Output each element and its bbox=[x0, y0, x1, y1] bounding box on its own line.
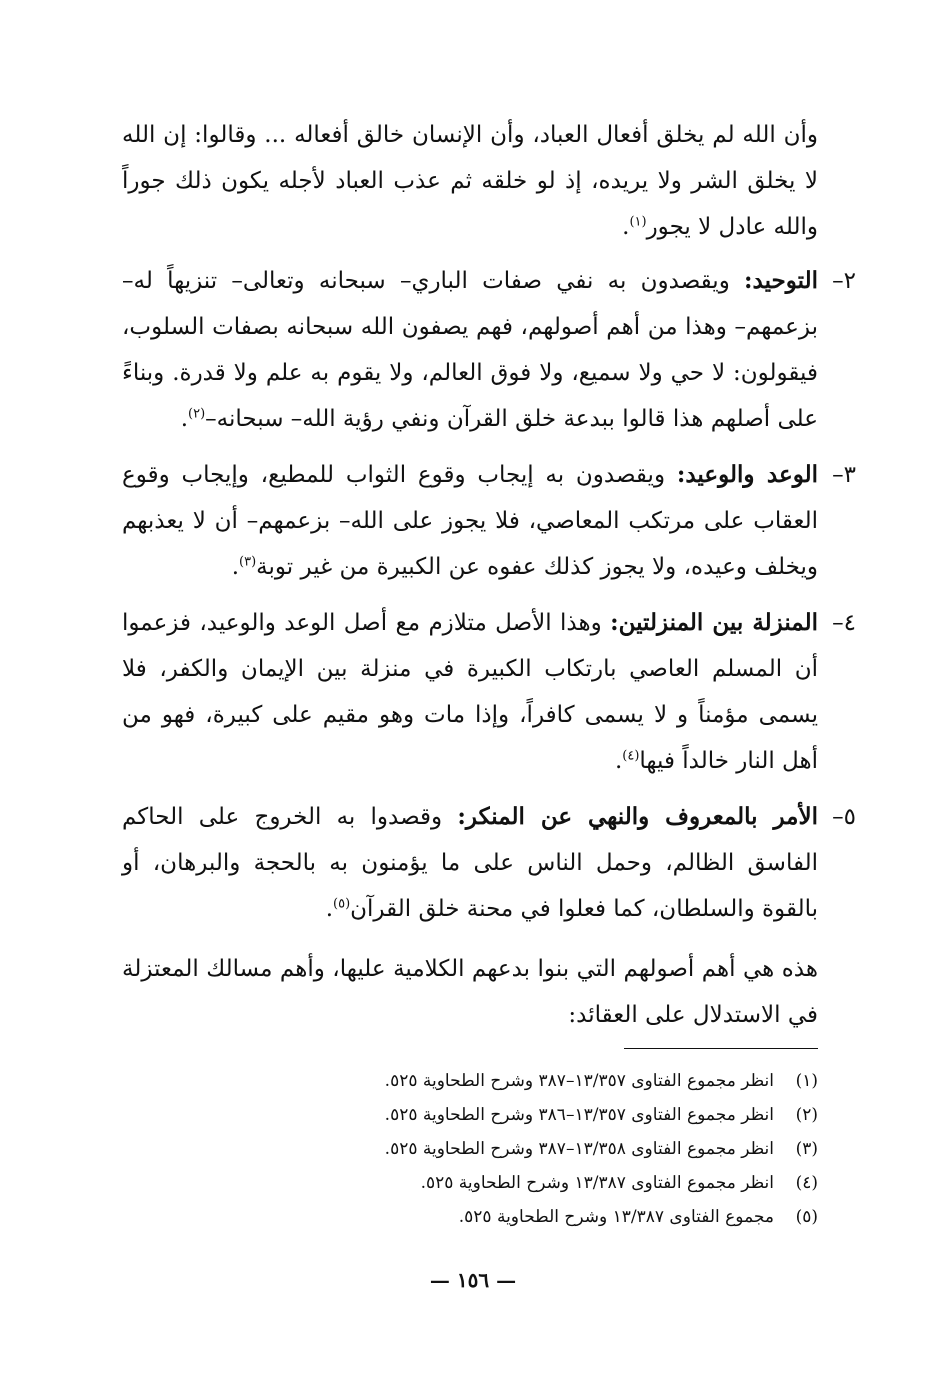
item-end: . bbox=[614, 748, 623, 774]
list-item bbox=[122, 600, 856, 784]
item-end: . bbox=[180, 406, 189, 432]
item-text: وهذا الأصل متلازم مع أصل الوعد والوعيد، فزعموا أن المسلم العاصي بارتكاب الكبيرة في منزلة بين الإيمان والكفر، فلا يسمى مؤمناً و لا يسمى كافراً، وإذا مات وهو مقيم على كبيرة، فهو من أهل النار خالداً فيها bbox=[122, 610, 818, 774]
intro-end: . bbox=[622, 214, 630, 240]
item-text: وقصدوا به الخروج على الحاكم الفاسق الظالم، وحمل الناس على ما يؤمنون به بالحجة والبرهان، أو بالقوة والسلطان، كما فعلوا في محنة خلق القرآن bbox=[122, 804, 818, 922]
item-text: ويقصدون به إيجاب وقوع الثواب للمطيع، وإيجاب وقوع العقاب على مرتكب المعاصي، فلا يجوز على الله– بزعمهم– أن لا يعذبهم ويخلف وعيده، ولا يجوز كذلك عفوه عن الكبيرة من غير توبة bbox=[122, 462, 818, 580]
closing-paragraph: هذه هي أهم أصولهم التي بنوا بدعهم الكلامية عليها، وأهم مسالك المعتزلة في الاستدلال على العقائد: bbox=[122, 956, 818, 1028]
item-number: ٤– bbox=[832, 610, 856, 636]
item-number: ٥– bbox=[832, 804, 856, 830]
footnote-separator bbox=[624, 1048, 818, 1049]
footnote-ref[interactable]: (٥) bbox=[333, 896, 351, 912]
item-term: المنزلة بين المنزلتين: bbox=[610, 609, 818, 636]
footnote-ref[interactable]: (٢) bbox=[188, 406, 206, 422]
item-text: ويقصدون به نفي صفات الباري– سبحانه وتعالى– تنزيهاً له– بزعمهم– وهذا من أهم أصولهم، فهم يصفون الله سبحانه بصفات السلوب، فيقولون: لا حي ولا سميع، ولا فوق العالم، ولا يقوم به علم ولا قدرة. وبناءً على أصلهم هذا قالوا ببدعة خلق القرآن ونفي رؤية الله– سبحانه– bbox=[122, 268, 818, 432]
intro-paragraph bbox=[122, 112, 818, 250]
footnote bbox=[385, 1200, 818, 1234]
footnote-text: انظر مجموع الفتاوى ١٣/٣٥٧–٣٨٧ وشرح الطحاوية ٥٢٥. bbox=[384, 1071, 774, 1091]
footnote-text: انظر مجموع الفتاوى ١٣/٣٥٨–٣٨٧ وشرح الطحاوية ٥٢٥. bbox=[384, 1139, 774, 1159]
footnote bbox=[385, 1166, 818, 1200]
footnote-number: (٥) bbox=[795, 1207, 818, 1227]
footnote-number: (٤) bbox=[795, 1173, 818, 1193]
footnotes bbox=[385, 1064, 818, 1234]
list-item bbox=[122, 794, 856, 932]
list-item bbox=[122, 452, 856, 590]
item-number: ٢– bbox=[832, 268, 856, 294]
list-item bbox=[122, 258, 856, 442]
footnote bbox=[385, 1064, 818, 1098]
main-text bbox=[122, 112, 856, 1038]
item-term: الوعد والوعيد: bbox=[676, 461, 819, 488]
footnote-number: (١) bbox=[795, 1071, 818, 1091]
intro-text: وأن الله لم يخلق أفعال العباد، وأن الإنسان خالق أفعاله ... وقالوا: إن الله لا يخلق الشر ولا يريده، إذ لو خلقه ثم عذب العباد لأجله يكون ذلك جوراً والله عادل لا يجور bbox=[122, 122, 818, 240]
page-number: — ١٥٦ — bbox=[429, 1268, 517, 1292]
item-term: الأمر بالمعروف والنهي عن المنكر: bbox=[457, 803, 819, 830]
item-number: ٣– bbox=[832, 462, 856, 488]
footnote-ref[interactable]: (٤) bbox=[622, 748, 640, 764]
footnote-number: (٢) bbox=[795, 1105, 818, 1125]
item-end: . bbox=[325, 896, 334, 922]
item-end: . bbox=[231, 554, 240, 580]
item-term: التوحيد: bbox=[744, 267, 818, 294]
footnote bbox=[385, 1098, 818, 1132]
footnote-number: (٣) bbox=[795, 1139, 818, 1159]
footnote bbox=[385, 1132, 818, 1166]
footnote-text: انظر مجموع الفتاوى ١٣/٣٥٧–٣٨٦ وشرح الطحاوية ٥٢٥. bbox=[384, 1105, 774, 1125]
footnote-ref[interactable]: (٣) bbox=[239, 554, 257, 570]
footnote-text: انظر مجموع الفتاوى ١٣/٣٨٧ وشرح الطحاوية ٥٢٥. bbox=[420, 1173, 774, 1193]
footnote-ref[interactable]: (١) bbox=[629, 214, 647, 230]
footnote-text: مجموع الفتاوى ١٣/٣٨٧ وشرح الطحاوية ٥٢٥. bbox=[458, 1207, 774, 1227]
